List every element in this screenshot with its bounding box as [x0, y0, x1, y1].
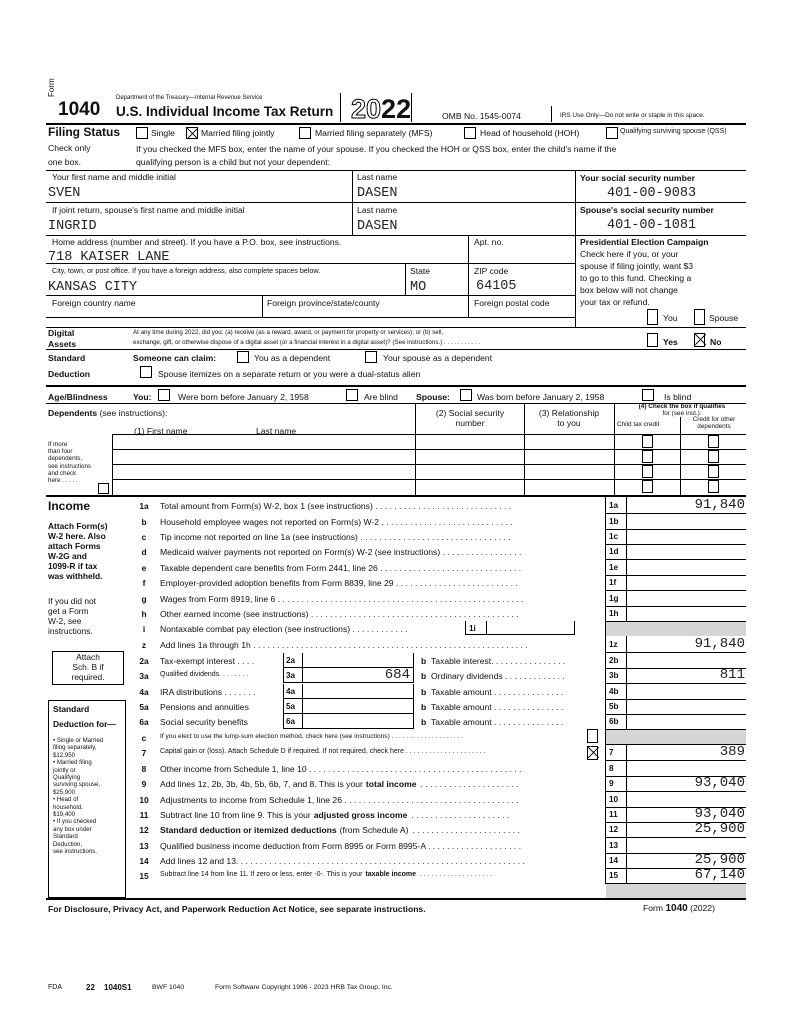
qss-checkbox[interactable] — [606, 127, 618, 139]
line-l6a-b-box-label: 6b — [609, 717, 619, 726]
line-l1z-text: Add lines 1a through 1h . . . . . . . . . . . . . . . . . . . . . . . . . . . . . . . . . . . . . . . . . . . . . . . . . . . . . . . . . . — [160, 640, 528, 650]
standard-deduction-item: any box under — [53, 825, 92, 833]
digital-question-1: At any time during 2022, did you: (a) receive (as a reward, award, or payment for property or services); or (b) sell, — [133, 329, 444, 336]
spouse-blind-checkbox[interactable] — [642, 389, 654, 401]
line-l1g-box-label: 1g — [609, 594, 619, 603]
campaign-line-3: to go to this fund. Checking a — [580, 273, 692, 283]
child-tax-credit-checkbox[interactable] — [642, 465, 653, 478]
state-label: State — [410, 266, 431, 276]
footer-copyright: Form Software Copyright 1996 - 2023 HRB Tax Group, Inc. — [215, 984, 393, 991]
shaded-area-1i — [606, 621, 746, 636]
line-l1f-number: f — [142, 578, 146, 588]
line-l1h-box-label: 1h — [609, 609, 619, 618]
line-l1c-text: Tip income not reported on line 1a (see instructions) . . . . . . . . . . . . . . . . . . . . . . . . . . . . . . . . — [160, 532, 511, 542]
line-l3a-b-box-label: 3b — [609, 671, 619, 680]
home-address-field[interactable]: 718 KAISER LANE — [48, 250, 170, 265]
line-l1a-amount[interactable]: 91,840 — [694, 497, 745, 513]
line-l3a-b-amount[interactable]: 811 — [719, 667, 745, 683]
line-l2a-text: Tax-exempt interest . . . . — [160, 656, 255, 666]
line-l11-text-main: Subtract line 10 from line 9. This is your — [160, 810, 311, 820]
line-l13-text: Qualified business income deduction from Form 8995 or Form 8995-A . . . . . . . . . . . . . . . . . . . . — [160, 841, 522, 851]
footer-code-3: BWF 1040 — [152, 984, 185, 991]
line-l7-rule — [605, 760, 746, 761]
line-l2a-box-label: 2a — [286, 656, 296, 665]
standard-heading-1: Standard — [48, 353, 86, 363]
line-l1f-box-label: 1f — [609, 578, 617, 587]
line-l1z-rule — [605, 652, 746, 653]
line-l1a-rule — [605, 513, 746, 514]
you-blind-label: Are blind — [364, 392, 398, 402]
income-heading: Income — [48, 499, 91, 513]
line-l5a-rule — [605, 714, 746, 715]
standard-deduction-sidebar: Standard Deduction for— • Single or Married filing separately, $12,950 • Married filing jointly or Qualifying surviving spouse, $25,900 • Head of household, $19,400 • If you checked any box under Standard Deduction, see instructions. — [48, 700, 126, 898]
standard-deduction-item: • Married filing — [53, 759, 92, 767]
line-6c-rule — [605, 744, 746, 745]
dep-col-relationship: (3) Relationship to you — [538, 408, 600, 428]
age-spouse-label: Spouse: — [416, 392, 450, 402]
line-l7-box-label: 7 — [609, 748, 614, 757]
dep-col-child-credit: Child tax credit — [617, 421, 660, 428]
spouse-last-name-label: Last name — [357, 205, 398, 215]
line-l4a-box-divider — [302, 684, 303, 699]
line-l9-text-main: Add lines 1z, 2b, 3b, 4b, 5b, 6b, 7, and 8. This is your — [160, 779, 363, 789]
line-l4a-b-box-label: 4b — [609, 687, 619, 696]
footer-form-label: Form 1040 (2022) — [643, 903, 715, 914]
line-l1d-rule — [605, 559, 746, 560]
line-l1d-number: d — [141, 547, 147, 557]
standard-deduction-item: Deduction, — [53, 840, 83, 848]
line-l12-rule — [605, 837, 746, 838]
spouse-born-before-checkbox[interactable] — [460, 389, 472, 401]
standard-deduction-item: Standard — [53, 833, 78, 841]
line-6c-text: If you elect to use the lump-sum election method, check here (see instructions) . . . . . . . . . . . . . . . . . . . . — [160, 733, 464, 740]
campaign-line-2: spouse if filing jointly, want $3 — [580, 261, 694, 271]
line-l6a-rule — [605, 729, 746, 730]
mfs-checkbox[interactable] — [299, 127, 311, 139]
line-l1a-text: Total amount from Form(s) W-2, box 1 (see instructions) . . . . . . . . . . . . . . . . . . . . . . . . . . . . . — [160, 501, 512, 511]
dependents-side-note: If more than four dependents, see instructions and check here . . . . . — [48, 441, 91, 485]
campaign-spouse-label: Spouse — [709, 313, 739, 323]
line-l11-box-label: 11 — [609, 810, 618, 819]
standard-deduction-item: $12,950 — [53, 751, 76, 759]
mfs-label: Married filing separately (MFS) — [315, 128, 433, 138]
zip-label: ZIP code — [474, 266, 509, 276]
line-l5a-b-box-label: 5b — [609, 702, 619, 711]
standard-deduction-item: • If you checked — [53, 818, 97, 826]
city-field[interactable]: KANSAS CITY — [48, 280, 138, 295]
filing-status-note-1: If you checked the MFS box, enter the name of your spouse. If you checked the HOH or QSS box, enter the child's name if the — [136, 144, 617, 154]
dependent-ssn-field[interactable] — [416, 450, 522, 463]
digital-no-checkbox[interactable] — [694, 333, 705, 347]
shaded-area-6c — [606, 729, 746, 744]
qss-label: Qualifying surviving spouse (QSS) — [620, 128, 727, 135]
ssn-label: Your social security number — [580, 173, 695, 183]
line-l3a-rule — [605, 683, 746, 684]
standard-deduction-item: • Head of — [53, 796, 79, 804]
line-l1b-number: b — [141, 517, 147, 527]
line-l8-text: Other income from Schedule 1, line 10 . . . . . . . . . . . . . . . . . . . . . . . . . . . . . . . . . . . . . . . . . . . . . — [160, 764, 522, 774]
line-l7-text: Capital gain or (loss). Attach Schedule D if required. If not required, check here . . . . . . . . . . . . . . . . . . . . . — [160, 748, 486, 755]
line-l3a-number: 3a — [139, 671, 149, 681]
shaded-area-bottom — [606, 883, 746, 898]
line-l14-number: 14 — [139, 856, 149, 866]
spouse-last-name-field[interactable]: DASEN — [357, 219, 398, 234]
dep-col-other-credit: Credit for other dependents — [692, 416, 736, 430]
footer-fda: FDA — [48, 984, 62, 991]
line-l9-box-label: 9 — [609, 779, 614, 788]
line-l12-leader: . . . . . . . . . . . . . . . . . . . . . . . — [412, 825, 520, 835]
line-l13-box-label: 13 — [609, 841, 619, 850]
dependent-ssn-field[interactable] — [416, 465, 522, 478]
line-l1h-number: h — [141, 609, 147, 619]
standard-deduction-item: household, — [53, 803, 83, 811]
form-word: Form — [47, 78, 56, 97]
standard-deduction-item: jointly or — [53, 766, 76, 774]
line-l12-amount[interactable]: 25,900 — [694, 821, 745, 837]
filing-status-note-2: qualifying person is a child but not your dependent: — [136, 157, 330, 167]
digital-question-2: exchange, gift, or otherwise dispose of a digital asset (or a financial interest in a digital asset)? (See instructions.) . . . . . . . . . . . — [133, 339, 481, 346]
line-l9-text — [160, 779, 518, 789]
spouse-first-name-label: If joint return, spouse's first name and middle initial — [52, 205, 245, 215]
line-l1c-number: c — [141, 532, 147, 542]
line-l1f-rule — [605, 590, 746, 591]
spouse-dependent-label: Your spouse as a dependent — [383, 353, 493, 363]
dependent-name-field[interactable] — [113, 450, 413, 463]
campaign-line-5: your tax or refund. — [580, 297, 650, 307]
line-l1h-text: Other earned income (see instructions) . . . . . . . . . . . . . . . . . . . . . . . . . . . . . . . . . . . . . . . . . . . . — [160, 609, 519, 619]
line-l4a-b-label: b — [421, 687, 427, 697]
line-l1g-text: Wages from Form 8919, line 6 . . . . . . . . . . . . . . . . . . . . . . . . . . . . . . . . . . . . . . . . . . . . . . . . . . . . — [160, 594, 524, 604]
child-tax-credit-checkbox[interactable] — [642, 435, 653, 448]
digital-yes-label: Yes — [663, 337, 678, 347]
tax-year: 2022 — [351, 94, 412, 124]
line-l12-bold: Standard deduction or itemized deductions — [160, 825, 337, 835]
age-blindness-heading: Age/Blindness — [48, 392, 108, 402]
line-l1c-box-label: 1c — [609, 532, 619, 541]
footer-notice: For Disclosure, Privacy Act, and Paperwork Reduction Act Notice, see separate instructions. — [48, 904, 426, 914]
foreign-province-label: Foreign province/state/county — [267, 298, 380, 308]
digital-heading-1: Digital — [48, 328, 75, 338]
line-l15-bold: taxable income — [365, 871, 417, 878]
line-l1h-rule — [605, 621, 746, 622]
line-l6a-b-label: b — [421, 717, 427, 727]
line-l5a-b-text: Taxable amount . . . . . . . . . . . . . . . — [431, 702, 564, 712]
first-name-label: Your first name and middle initial — [52, 172, 176, 182]
line-l9-rule — [605, 791, 746, 792]
line-l1c-rule — [605, 544, 746, 545]
line-l1z-amount[interactable]: 91,840 — [694, 636, 745, 652]
check-only-label: Check only — [48, 143, 91, 153]
you-dependent-label: You as a dependent — [254, 353, 331, 363]
dep-col-first-name: (1) First name — [134, 426, 188, 436]
spouse-ssn-field[interactable]: 401-00-1081 — [607, 218, 697, 233]
dependent-relationship-field[interactable] — [525, 465, 613, 478]
footer-code-2: 1040S1 — [104, 983, 132, 992]
line-l7-amount[interactable]: 389 — [719, 744, 745, 760]
line-l12-number: 12 — [139, 825, 149, 835]
department-line: Department of the Treasury—Internal Revenue Service — [116, 95, 263, 101]
other-dependent-credit-checkbox[interactable] — [708, 480, 719, 493]
line-l3a-text: Qualified dividends. . . . . . . . — [160, 671, 249, 678]
line-l1b-text: Household employee wages not reported on Form(s) W-2 . . . . . . . . . . . . . . . . . . . . . . . . . . . . — [160, 517, 513, 527]
other-dependent-credit-checkbox[interactable] — [708, 450, 719, 463]
campaign-heading: Presidential Election Campaign — [580, 237, 709, 247]
line-l13-number: 13 — [139, 841, 149, 851]
line-l11-bold: adjusted gross income — [313, 810, 408, 820]
dependent-name-field[interactable] — [113, 480, 413, 493]
mfj-label: Married filing jointly — [201, 128, 275, 138]
line-l4a-b-text: Taxable amount . . . . . . . . . . . . . . . — [431, 687, 564, 697]
line-l11-text — [160, 810, 509, 820]
first-name-field[interactable]: SVEN — [48, 186, 81, 201]
spouse-itemizes-label: Spouse itemizes on a separate return or you were a dual-status alien — [158, 369, 421, 379]
line-l4a-box-label: 4a — [286, 687, 296, 696]
line-l6a-text: Social security benefits — [160, 717, 248, 727]
line-l2a-box-divider — [302, 653, 303, 668]
standard-heading-2: Deduction — [48, 369, 91, 379]
line-l8-box-label: 8 — [609, 764, 614, 773]
attach-w2-note: Attach Form(s) W-2 here. Also attach Forms W-2G and 1099-R if tax was withheld. — [48, 521, 108, 581]
dependent-name-field[interactable] — [113, 435, 413, 448]
line-l6a-b-text: Taxable amount . . . . . . . . . . . . . . . — [431, 717, 564, 727]
footer-code-1: 22 — [86, 983, 95, 992]
line-l1e-number: e — [141, 563, 147, 573]
line-l14-box-label: 14 — [609, 856, 619, 865]
digital-yes-checkbox[interactable] — [647, 333, 658, 347]
standard-deduction-item: filing separately, — [53, 744, 97, 752]
line-l9-number: 9 — [141, 779, 147, 789]
hoh-label: Head of household (HOH) — [480, 128, 580, 138]
capital-gain-checkbox[interactable] — [587, 746, 598, 760]
line-l5a-number: 5a — [139, 702, 149, 712]
someone-can-claim: Someone can claim: — [133, 353, 217, 363]
line-l1z-box-label: 1z — [609, 640, 618, 649]
digital-heading-2: Assets — [48, 339, 77, 349]
line-l1g-rule — [605, 606, 746, 607]
standard-deduction-item: $19,400 — [53, 811, 76, 819]
line-l9-leader: . . . . . . . . . . . . . . . . . . . . . — [420, 779, 519, 789]
zip-field[interactable]: 64105 — [476, 279, 517, 294]
spouse-first-name-field[interactable]: INGRID — [48, 219, 97, 234]
spouse-dependent-checkbox[interactable] — [365, 351, 377, 363]
line-l14-text: Add lines 12 and 13. . . . . . . . . . . . . . . . . . . . . . . . . . . . . . . . . . . . . . . . . . . . . . . . . . . . . . . . . . . . . — [160, 856, 525, 866]
line-l9-bold: total income — [365, 779, 417, 789]
line-l1b-box-label: 1b — [609, 517, 619, 526]
lump-sum-checkbox[interactable] — [587, 729, 598, 743]
standard-deduction-item: $25,900 — [53, 788, 76, 796]
standard-deduction-item: • Single or Married — [53, 737, 104, 744]
schedule-b-note: Attach Sch. B if required. — [52, 651, 124, 685]
line-1i-box-label: 1i — [469, 624, 476, 633]
other-dependent-credit-checkbox[interactable] — [708, 465, 719, 478]
line-l3a-box-label: 3a — [286, 671, 296, 680]
foreign-postal-label: Foreign postal code — [474, 298, 550, 308]
form-title: U.S. Individual Income Tax Return — [116, 104, 334, 119]
campaign-spouse-checkbox[interactable] — [694, 309, 705, 325]
you-born-before-checkbox[interactable] — [158, 389, 170, 401]
you-dependent-checkbox[interactable] — [237, 351, 249, 363]
line-l9-amount[interactable]: 93,040 — [694, 775, 745, 791]
spouse-born-before-label: Was born before January 2, 1958 — [477, 392, 605, 402]
line-l10-text: Adjustments to income from Schedule 1, line 26 . . . . . . . . . . . . . . . . . . . . . . . . . . . . . . . . . . . . . — [160, 795, 519, 805]
dep-col-check: (4) Check the box if qualifies for (see inst.): — [638, 403, 726, 417]
hoh-checkbox[interactable] — [464, 127, 476, 139]
line-l1g-number: g — [141, 594, 147, 604]
line-l1d-text: Medicaid waiver payments not reported on Form(s) W-2 (see instructions) . . . . . . . . . . . . . . . . . — [160, 547, 522, 557]
line-l14-amount[interactable]: 25,900 — [694, 852, 745, 868]
campaign-you-checkbox[interactable] — [647, 309, 658, 325]
dependent-name-field[interactable] — [113, 465, 413, 478]
line-l7-number: 7 — [141, 748, 147, 758]
you-born-before-label: Were born before January 2, 1958 — [178, 392, 309, 402]
line-l3a-box-divider — [302, 668, 303, 683]
line-l1a-box-label: 1a — [609, 501, 619, 510]
line-l12-text — [160, 825, 520, 835]
line-l8-number: 8 — [141, 764, 147, 774]
line-l1d-box-label: 1d — [609, 547, 619, 556]
line-1i-number: i — [142, 624, 146, 634]
line-l5a-box-divider — [302, 699, 303, 714]
line-l4a-number: 4a — [139, 687, 149, 697]
more-dependents-checkbox[interactable] — [98, 483, 109, 494]
filing-status-heading: Filing Status — [48, 125, 120, 139]
line-1i-text: Nontaxable combat pay election (see instructions) . . . . . . . . . . . . — [160, 624, 408, 634]
line-l1a-number: 1a — [139, 501, 149, 511]
last-name-label: Last name — [357, 172, 398, 182]
dep-col-last-name: Last name — [256, 426, 297, 436]
line-l1f-text: Employer-provided adoption benefits from Form 8839, line 29 . . . . . . . . . . . . . . . . . . . . . . . . . . — [160, 578, 518, 588]
line-1i-box-divider — [486, 621, 487, 635]
line-l11-number: 11 — [139, 810, 149, 820]
dep-col-ssn: (2) Social security number — [435, 408, 505, 428]
line-l2a-b-box-label: 2b — [609, 656, 619, 665]
campaign-line-1: Check here if you, or your — [580, 249, 679, 259]
mfj-checkbox[interactable] — [186, 127, 198, 139]
age-you-label: You: — [133, 392, 152, 402]
dependent-relationship-field[interactable] — [525, 480, 613, 493]
line-l2a-b-label: b — [421, 656, 427, 666]
line-l3a-amount[interactable]: 684 — [384, 667, 410, 683]
dependent-relationship-field[interactable] — [525, 435, 613, 448]
child-tax-credit-checkbox[interactable] — [642, 450, 653, 463]
line-l3a-b-label: b — [421, 671, 427, 681]
spouse-itemizes-checkbox[interactable] — [140, 366, 152, 378]
line-l6a-box-divider — [302, 714, 303, 729]
dependents-heading: Dependents (see instructions): — [48, 408, 168, 418]
line-l4a-rule — [605, 699, 746, 700]
one-box-label: one box. — [48, 157, 81, 167]
line-l15-text-main: Subtract line 14 from line 11. If zero or less, enter -0-. This is your — [160, 871, 363, 878]
line-l6a-number: 6a — [139, 717, 149, 727]
digital-no-label: No — [710, 337, 722, 347]
spouse-blind-label: Is blind — [664, 392, 692, 402]
ssn-field[interactable]: 401-00-9083 — [607, 186, 697, 201]
line-l3a-b-text: Ordinary dividends . . . . . . . . . . . . . — [431, 671, 565, 681]
line-l2a-b-text: Taxable interest. . . . . . . . . . . . . . . . — [431, 656, 566, 666]
line-l11-leader: . . . . . . . . . . . . . . . . . . . . . — [411, 810, 510, 820]
you-blind-checkbox[interactable] — [346, 389, 358, 401]
line-l6a-box-label: 6a — [286, 717, 296, 726]
form-number: 1040 — [58, 99, 101, 120]
line-l15-amount[interactable]: 67,140 — [694, 867, 745, 883]
line-l1b-rule — [605, 529, 746, 530]
standard-deduction-item: surviving spouse, — [53, 781, 101, 789]
line-l15-box-label: 15 — [609, 871, 619, 880]
standard-deduction-item: Qualifying — [53, 774, 81, 782]
campaign-line-4: box below will not change — [580, 285, 678, 295]
line-l10-number: 10 — [139, 795, 149, 805]
line-l5a-b-label: b — [421, 702, 427, 712]
line-l12-box-label: 12 — [609, 825, 619, 834]
line-l11-amount[interactable]: 93,040 — [694, 806, 745, 822]
home-address-label: Home address (number and street). If you have a P.O. box, see instructions. — [52, 237, 342, 247]
spouse-ssn-label: Spouse's social security number — [580, 205, 714, 215]
omb-number: OMB No. 1545-0074 — [442, 111, 521, 121]
state-field[interactable]: MO — [410, 280, 427, 295]
foreign-country-label: Foreign country name — [52, 298, 136, 308]
line-1i-field[interactable] — [465, 621, 575, 635]
child-tax-credit-checkbox[interactable] — [642, 480, 653, 493]
line-l15-text — [160, 871, 492, 878]
line-l1e-rule — [605, 575, 746, 576]
no-w2-note: If you did not get a Form W-2, see instructions. — [48, 596, 96, 636]
line-l1e-box-label: 1e — [609, 563, 619, 572]
line-l2a-number: 2a — [139, 656, 149, 666]
standard-deduction-item: see instructions. — [53, 848, 98, 856]
campaign-you-label: You — [663, 313, 678, 323]
city-label: City, town, or post office. If you have a foreign address, also complete spaces below. — [52, 266, 321, 275]
line-l12-text-rest: (from Schedule A) — [339, 825, 409, 835]
dependent-ssn-field[interactable] — [416, 435, 522, 448]
line-l1e-text: Taxable dependent care benefits from Form 2441, line 26 . . . . . . . . . . . . . . . . . . . . . . . . . . . . . . — [160, 563, 522, 573]
last-name-field[interactable]: DASEN — [357, 186, 398, 201]
dependent-ssn-field[interactable] — [416, 480, 522, 493]
single-label: Single — [151, 128, 175, 138]
line-l5a-text: Pensions and annuities — [160, 702, 249, 712]
line-l5a-box-label: 5a — [286, 702, 296, 711]
dependent-relationship-field[interactable] — [525, 450, 613, 463]
other-dependent-credit-checkbox[interactable] — [708, 435, 719, 448]
single-checkbox[interactable] — [136, 127, 148, 139]
apt-label: Apt. no. — [474, 237, 504, 247]
line-l15-number: 15 — [139, 871, 149, 881]
line-l15-leader: . . . . . . . . . . . . . . . . . . . — [420, 871, 492, 878]
line-l4a-text: IRA distributions . . . . . . . — [160, 687, 256, 697]
line-l15-rule — [605, 883, 746, 884]
line-l10-box-label: 10 — [609, 795, 619, 804]
line-6c-number: c — [141, 733, 147, 743]
irs-use-only: IRS Use Only—Do not write or staple in this space. — [560, 112, 705, 119]
line-l1z-number: z — [141, 640, 147, 650]
